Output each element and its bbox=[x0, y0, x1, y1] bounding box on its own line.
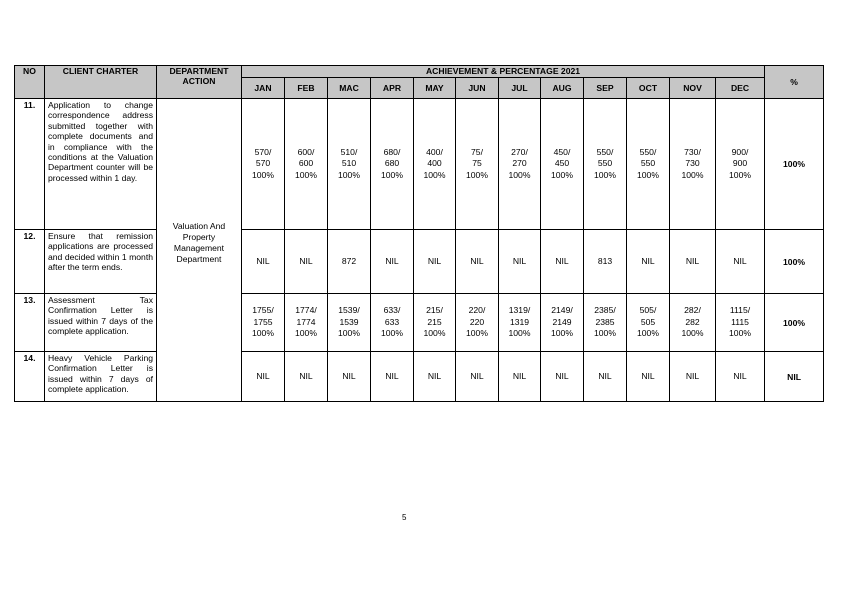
value-line: 550 bbox=[640, 158, 656, 169]
value-line: NIL bbox=[427, 370, 442, 381]
value-line: 1319/ bbox=[508, 305, 531, 316]
month-value-cell bbox=[242, 230, 285, 294]
value-line: NIL bbox=[512, 255, 527, 266]
department-cell bbox=[157, 99, 242, 402]
month-value-cell bbox=[499, 294, 541, 352]
month-value-cell bbox=[716, 99, 765, 230]
header-month: JUL bbox=[499, 78, 541, 99]
value-line: 75/ bbox=[471, 146, 483, 157]
value-line: 215/ bbox=[426, 305, 443, 316]
value-line: NIL bbox=[256, 255, 270, 266]
row-number: 11. bbox=[15, 99, 45, 230]
header-achievement: ACHIEVEMENT & PERCENTAGE 2021 bbox=[242, 66, 765, 78]
month-value-cell bbox=[716, 352, 765, 402]
month-value-cell bbox=[328, 352, 371, 402]
value-line: 570/ bbox=[254, 146, 272, 157]
value-line: NIL bbox=[598, 370, 612, 381]
value-line: 400 bbox=[427, 158, 442, 169]
month-value-cell bbox=[584, 230, 627, 294]
value-line: 1539 bbox=[339, 316, 359, 327]
value-line: 220 bbox=[469, 316, 485, 327]
header-month: OCT bbox=[627, 78, 670, 99]
month-value-cell bbox=[371, 99, 414, 230]
value-line: NIL bbox=[512, 370, 527, 381]
value-line: NIL bbox=[385, 370, 399, 381]
value-line: 100% bbox=[681, 169, 704, 180]
value-line: NIL bbox=[641, 370, 655, 381]
value-line: 550/ bbox=[596, 146, 614, 157]
header-month: FEB bbox=[285, 78, 328, 99]
month-value-cell bbox=[371, 352, 414, 402]
month-value-cell bbox=[627, 99, 670, 230]
value-line: 1539/ bbox=[338, 305, 360, 316]
client-charter-text: Application to change correspondence address submitted together with complete documents and in compliance with the conditions at the Valuation Department counter will be processed within 1 day. bbox=[45, 99, 157, 230]
header-client-charter: CLIENT CHARTER bbox=[45, 66, 157, 99]
value-line: 1755/ bbox=[252, 305, 274, 316]
value-line: 1115/ bbox=[729, 305, 751, 316]
header-percent: % bbox=[765, 66, 824, 99]
value-line: 100% bbox=[252, 169, 274, 180]
value-line: 505 bbox=[640, 316, 656, 327]
month-value-cell bbox=[670, 352, 716, 402]
month-value-cell bbox=[414, 294, 456, 352]
value-line: NIL bbox=[470, 370, 484, 381]
value-line: 730 bbox=[685, 158, 700, 169]
header-month: NOV bbox=[670, 78, 716, 99]
value-line: 100% bbox=[551, 328, 573, 339]
value-line: 872 bbox=[341, 255, 357, 266]
table-row bbox=[15, 230, 824, 294]
table-body bbox=[15, 99, 824, 402]
value-line: 100% bbox=[252, 328, 274, 339]
value-line: 680/ bbox=[383, 146, 401, 157]
month-value-cell bbox=[499, 352, 541, 402]
month-value-cell bbox=[285, 352, 328, 402]
value-line: 100% bbox=[466, 328, 488, 339]
value-line: 550 bbox=[597, 158, 613, 169]
header-no: NO bbox=[15, 66, 45, 99]
value-line: 100% bbox=[338, 169, 360, 180]
value-line: 270 bbox=[512, 158, 527, 169]
month-value-cell bbox=[499, 99, 541, 230]
value-line: 282 bbox=[685, 316, 700, 327]
value-line: 100% bbox=[508, 169, 531, 180]
header-month: MAY bbox=[414, 78, 456, 99]
value-line: 600 bbox=[298, 158, 314, 169]
month-value-cell bbox=[456, 230, 499, 294]
month-value-cell bbox=[242, 352, 285, 402]
value-line: NIL bbox=[256, 370, 270, 381]
value-line: 1319 bbox=[509, 316, 530, 327]
month-value-cell bbox=[627, 352, 670, 402]
value-line: 100% bbox=[637, 328, 659, 339]
month-value-cell bbox=[541, 230, 584, 294]
value-line: 100% bbox=[295, 169, 317, 180]
value-line: 75 bbox=[472, 158, 482, 169]
value-line: 680 bbox=[384, 158, 400, 169]
month-value-cell bbox=[328, 99, 371, 230]
value-line: 100% bbox=[594, 169, 616, 180]
month-value-cell bbox=[414, 230, 456, 294]
client-charter-text: Assessment Tax Confirmation Letter is issued within 7 days of the complete application. bbox=[45, 294, 157, 352]
value-line: 100% bbox=[551, 169, 573, 180]
value-line: 100% bbox=[729, 328, 751, 339]
value-line: 633/ bbox=[383, 305, 401, 316]
value-line: NIL bbox=[641, 255, 655, 266]
value-line: NIL bbox=[733, 370, 747, 381]
value-line: 570 bbox=[255, 158, 271, 169]
month-value-cell bbox=[541, 99, 584, 230]
table-row bbox=[15, 352, 824, 402]
value-line: 1774/ bbox=[295, 305, 317, 316]
value-line: 900/ bbox=[731, 146, 749, 157]
row-number: 14. bbox=[15, 352, 45, 402]
header-month: JUN bbox=[456, 78, 499, 99]
client-charter-text: Ensure that remission applications are processed and decided within 1 month after the term ends. bbox=[45, 230, 157, 294]
month-value-cell bbox=[456, 352, 499, 402]
row-number: 12. bbox=[15, 230, 45, 294]
value-line: 2385/ bbox=[594, 305, 616, 316]
header-department-action: DEPARTMENT ACTION bbox=[157, 66, 242, 99]
row-number: 13. bbox=[15, 294, 45, 352]
month-value-cell bbox=[584, 352, 627, 402]
value-line: NIL bbox=[685, 370, 700, 381]
month-value-cell bbox=[371, 294, 414, 352]
value-line: 505/ bbox=[639, 305, 657, 316]
month-value-cell bbox=[499, 230, 541, 294]
value-line: 2149 bbox=[552, 316, 572, 327]
header-month: MAC bbox=[328, 78, 371, 99]
value-line: 510 bbox=[341, 158, 357, 169]
percent-cell: 100% bbox=[765, 294, 824, 352]
value-line: NIL bbox=[299, 370, 313, 381]
table-row bbox=[15, 294, 824, 352]
value-line: NIL bbox=[685, 255, 700, 266]
percent-cell: 100% bbox=[765, 230, 824, 294]
value-line: 900 bbox=[732, 158, 748, 169]
month-value-cell bbox=[456, 99, 499, 230]
value-line: 220/ bbox=[468, 305, 486, 316]
table-row bbox=[15, 99, 824, 230]
value-line: 1774 bbox=[296, 316, 316, 327]
value-line: 510/ bbox=[340, 146, 358, 157]
value-line: 100% bbox=[466, 169, 488, 180]
month-value-cell bbox=[541, 352, 584, 402]
percent-cell: 100% bbox=[765, 99, 824, 230]
value-line: 100% bbox=[637, 169, 659, 180]
value-line: 2385 bbox=[595, 316, 615, 327]
value-line: 550/ bbox=[639, 146, 657, 157]
department-name: Valuation And Property Management Department bbox=[172, 221, 226, 264]
month-value-cell bbox=[716, 294, 765, 352]
value-line: 100% bbox=[295, 328, 317, 339]
header-month: AUG bbox=[541, 78, 584, 99]
value-line: 450 bbox=[554, 158, 570, 169]
value-line: 100% bbox=[423, 328, 446, 339]
value-line: 100% bbox=[338, 328, 360, 339]
value-line: NIL bbox=[470, 255, 484, 266]
header-month: APR bbox=[371, 78, 414, 99]
month-value-cell bbox=[285, 294, 328, 352]
value-line: 730/ bbox=[684, 146, 701, 157]
month-value-cell bbox=[285, 99, 328, 230]
month-value-cell bbox=[716, 230, 765, 294]
value-line: 1115 bbox=[731, 316, 749, 327]
value-line: 215 bbox=[427, 316, 442, 327]
month-value-cell bbox=[242, 294, 285, 352]
header-month: JAN bbox=[242, 78, 285, 99]
page-number: 5 bbox=[402, 513, 407, 522]
value-line: 100% bbox=[594, 328, 616, 339]
value-line: 450/ bbox=[553, 146, 571, 157]
value-line: NIL bbox=[385, 255, 399, 266]
value-line: NIL bbox=[555, 370, 569, 381]
value-line: 270/ bbox=[511, 146, 528, 157]
value-line: 100% bbox=[381, 328, 403, 339]
month-value-cell bbox=[670, 230, 716, 294]
month-value-cell bbox=[627, 294, 670, 352]
value-line: NIL bbox=[733, 255, 747, 266]
value-line: 100% bbox=[381, 169, 403, 180]
month-value-cell bbox=[584, 99, 627, 230]
client-charter-text: Heavy Vehicle Parking Confirmation Letter is issued within 7 days of complete application. bbox=[45, 352, 157, 402]
header-month: SEP bbox=[584, 78, 627, 99]
value-line: 600/ bbox=[297, 146, 315, 157]
value-line: 633 bbox=[384, 316, 400, 327]
month-value-cell bbox=[242, 99, 285, 230]
value-line: 2149/ bbox=[551, 305, 573, 316]
month-value-cell bbox=[414, 352, 456, 402]
value-line: 100% bbox=[423, 169, 446, 180]
month-value-cell bbox=[541, 294, 584, 352]
value-line: NIL bbox=[299, 255, 313, 266]
value-line: 1755 bbox=[253, 316, 273, 327]
value-line: 100% bbox=[681, 328, 704, 339]
value-line: 100% bbox=[729, 169, 751, 180]
month-value-cell bbox=[414, 99, 456, 230]
month-value-cell bbox=[371, 230, 414, 294]
month-value-cell bbox=[328, 230, 371, 294]
month-value-cell bbox=[456, 294, 499, 352]
percent-cell: NIL bbox=[765, 352, 824, 402]
header-month: DEC bbox=[716, 78, 765, 99]
value-line: 282/ bbox=[684, 305, 701, 316]
month-value-cell bbox=[584, 294, 627, 352]
month-value-cell bbox=[670, 294, 716, 352]
month-value-cell bbox=[627, 230, 670, 294]
client-charter-table bbox=[14, 65, 824, 402]
month-value-cell bbox=[670, 99, 716, 230]
value-line: NIL bbox=[427, 255, 442, 266]
value-line: NIL bbox=[342, 370, 356, 381]
month-value-cell bbox=[328, 294, 371, 352]
value-line: 100% bbox=[508, 328, 531, 339]
value-line: 400/ bbox=[426, 146, 443, 157]
month-value-cell bbox=[285, 230, 328, 294]
value-line: NIL bbox=[555, 255, 569, 266]
value-line: 813 bbox=[597, 255, 613, 266]
